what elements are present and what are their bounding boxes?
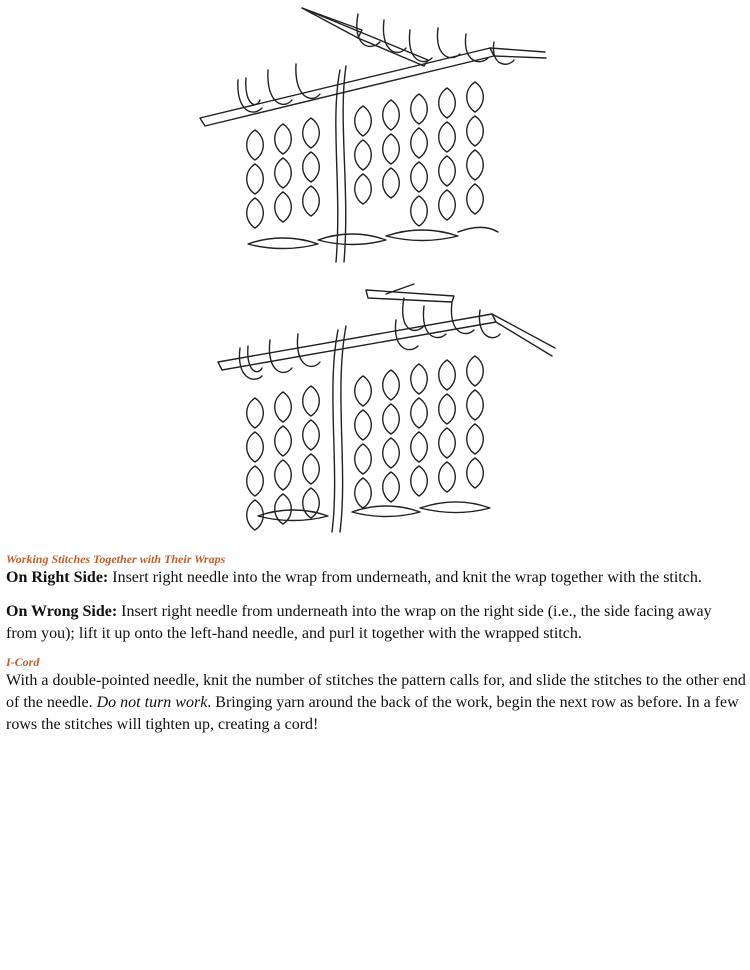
knitting-diagram-working-together: [0, 280, 750, 542]
wrong-side-instruction: [6, 601, 746, 645]
knitting-diagram-wrap-lifted: [0, 0, 750, 275]
wrong-side-label: On Wrong Side:: [6, 603, 118, 620]
wrong-side-text: Insert right needle from underneath into the wrap on the right side (i.e., the side facing away from you); lift it up onto the left-hand needle, and purl it together with the wrapped stitch.: [6, 603, 712, 642]
right-side-text: Insert right needle into the wrap from underneath, and knit the wrap together with the stitch.: [108, 569, 702, 586]
right-side-instruction: [6, 567, 746, 589]
icord-text-after: . Bringing yarn around the back of the work, begin the next row as before. In a few rows the stitches will tighten up, creating a cord!: [6, 694, 739, 733]
instructions-text: [6, 551, 746, 736]
right-side-label: On Right Side:: [6, 569, 109, 586]
icord-text-before: With a double-pointed needle, knit the number of stitches the pattern calls for, and slide the stitches to the other end of the needle.: [6, 672, 746, 711]
icord-emphasis: Do not turn work: [96, 694, 208, 711]
icord-instruction: [6, 670, 746, 736]
caption-wraps: Working Stitches Together with Their Wraps: [6, 552, 226, 566]
caption-icord: I-Cord: [6, 655, 40, 669]
